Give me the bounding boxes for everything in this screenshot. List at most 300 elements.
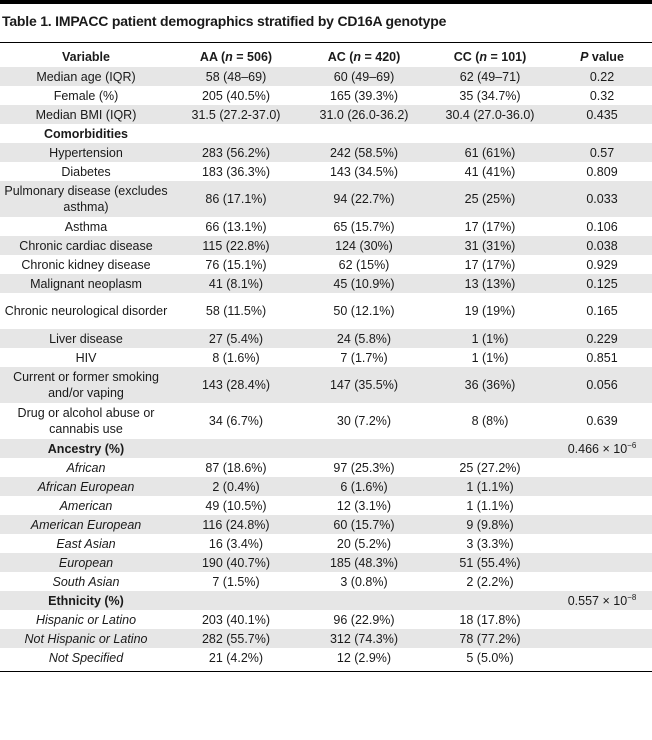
cell-aa <box>172 348 300 367</box>
cell-ac <box>300 572 428 591</box>
table-row <box>0 348 652 367</box>
cell-cc <box>428 648 552 667</box>
cell-ac <box>300 143 428 162</box>
cell-aa-text: 115 (22.8%) <box>202 238 270 253</box>
cell-p-value <box>552 572 652 591</box>
cell-aa <box>172 629 300 648</box>
table-row <box>0 255 652 274</box>
cell-aa-text: 16 (3.4%) <box>208 536 264 551</box>
cell-variable-text: Comorbidities <box>43 126 129 141</box>
cell-ac-text: 20 (5.2%) <box>336 536 392 551</box>
cell-ac-text: 24 (5.8%) <box>336 331 392 346</box>
cell-aa <box>172 458 300 477</box>
header-aa-post: = 506) <box>232 50 273 64</box>
table-bottom-rule <box>0 671 652 672</box>
cell-ac <box>300 348 428 367</box>
cell-cc <box>428 236 552 255</box>
cell-variable-text: Median BMI (IQR) <box>35 107 137 122</box>
cell-aa <box>172 236 300 255</box>
cell-ac-text: 147 (35.5%) <box>329 378 399 392</box>
table-caption: Table 1. IMPACC patient demographics stratified by CD16A genotype <box>2 13 447 29</box>
cell-p-value-text: 0.125 <box>586 276 618 291</box>
cell-cc-text: 31 (31%) <box>464 238 516 253</box>
cell-cc <box>428 458 552 477</box>
cell-cc <box>428 439 552 458</box>
cell-p-value <box>552 458 652 477</box>
cell-cc <box>428 143 552 162</box>
cell-ac <box>300 648 428 667</box>
cell-variable <box>0 458 172 477</box>
cell-p-value <box>552 477 652 496</box>
cell-ac <box>300 439 428 458</box>
cell-variable <box>0 67 172 86</box>
table-row <box>0 403 652 439</box>
cell-variable-text: Chronic kidney disease <box>21 257 151 272</box>
cell-variable <box>0 105 172 124</box>
cell-aa-text: 283 (56.2%) <box>201 145 271 160</box>
cell-aa-text: 34 (6.7%) <box>208 414 264 428</box>
cell-ac <box>300 458 428 477</box>
cell-p-value <box>552 648 652 667</box>
cell-p-value-text: 0.033 <box>586 192 618 206</box>
cell-aa <box>172 274 300 293</box>
cell-p-value-text: 0.639 <box>586 414 618 428</box>
cell-p-value <box>552 293 652 329</box>
cell-cc-text: 1 (1.1%) <box>466 479 514 494</box>
header-aa <box>172 47 300 67</box>
cell-aa-text: 21 (4.2%) <box>208 650 264 665</box>
p-exponent: −6 <box>627 440 637 450</box>
cell-variable <box>0 553 172 572</box>
cell-aa-text: 8 (1.6%) <box>212 350 260 365</box>
cell-cc-text: 8 (8%) <box>471 414 509 428</box>
cell-p-value <box>552 403 652 439</box>
header-cc-post: = 101) <box>487 50 527 64</box>
cell-variable-text: Hypertension <box>49 145 123 160</box>
cell-cc-text: 17 (17%) <box>464 257 516 272</box>
header-row <box>0 47 652 67</box>
table-row <box>0 329 652 348</box>
cell-variable-text: Asthma <box>64 219 108 234</box>
table-row <box>0 496 652 515</box>
cell-ac <box>300 181 428 217</box>
cell-cc-text: 25 (25%) <box>464 192 516 206</box>
table-row <box>0 367 652 403</box>
cell-cc-text: 1 (1%) <box>471 350 509 365</box>
header-cc <box>428 47 552 67</box>
cell-aa <box>172 403 300 439</box>
cell-p-value <box>552 329 652 348</box>
cell-variable-text: East Asian <box>56 536 116 551</box>
cell-ac-text: 45 (10.9%) <box>333 276 395 291</box>
cell-ac <box>300 86 428 105</box>
header-ac-post: = 420) <box>361 50 401 64</box>
cell-ac-text: 96 (22.9%) <box>333 612 395 627</box>
cell-p-value-text: 0.056 <box>586 378 618 392</box>
cell-variable-text: Pulmonary disease (excludes asthma) <box>4 184 168 214</box>
header-aa-n: n <box>225 50 233 64</box>
cell-aa <box>172 181 300 217</box>
cell-variable <box>0 348 172 367</box>
cell-p-value-text: 0.435 <box>586 107 618 122</box>
cell-aa <box>172 162 300 181</box>
cell-aa <box>172 367 300 403</box>
cell-cc-text: 78 (77.2%) <box>459 631 521 646</box>
cell-variable <box>0 124 172 143</box>
table-row <box>0 67 652 86</box>
cell-ac <box>300 124 428 143</box>
cell-cc-text: 1 (1.1%) <box>466 498 514 513</box>
cell-ac-text: 65 (15.7%) <box>333 219 395 234</box>
cell-aa-text: 2 (0.4%) <box>212 479 260 494</box>
cell-p-value-text: 0.57 <box>589 145 615 160</box>
cell-p-value-text: 0.32 <box>589 88 615 103</box>
cell-ac <box>300 217 428 236</box>
table-row <box>0 534 652 553</box>
p-exponent: −8 <box>627 592 637 602</box>
cell-variable <box>0 236 172 255</box>
cell-aa-text: 27 (5.4%) <box>208 331 264 346</box>
cell-aa <box>172 67 300 86</box>
cell-cc <box>428 293 552 329</box>
cell-variable <box>0 591 172 610</box>
cell-ac <box>300 105 428 124</box>
header-p-post: value <box>588 50 624 64</box>
cell-ac-text: 312 (74.3%) <box>329 631 399 646</box>
cell-p-value <box>552 274 652 293</box>
cell-p-value-text: 0.929 <box>586 257 618 272</box>
cell-cc-text: 18 (17.8%) <box>459 612 521 627</box>
cell-cc <box>428 591 552 610</box>
cell-ac <box>300 255 428 274</box>
cell-cc <box>428 255 552 274</box>
header-cc-n: n <box>479 50 488 64</box>
top-border-bar <box>0 0 652 4</box>
cell-cc-text: 41 (41%) <box>464 164 516 179</box>
cell-variable <box>0 610 172 629</box>
cell-variable-text: African European <box>37 479 135 494</box>
cell-cc <box>428 610 552 629</box>
cell-aa-text: 58 (11.5%) <box>205 304 267 318</box>
cell-variable <box>0 439 172 458</box>
table-row <box>0 572 652 591</box>
cell-aa <box>172 496 300 515</box>
cell-p-value-text: 0.851 <box>586 350 618 365</box>
cell-aa <box>172 143 300 162</box>
cell-cc-text: 36 (36%) <box>464 378 516 392</box>
cell-ac-text: 6 (1.6%) <box>340 479 388 494</box>
cell-variable-text: Drug or alcohol abuse or cannabis use <box>17 406 155 436</box>
cell-p-value <box>552 629 652 648</box>
cell-aa <box>172 648 300 667</box>
cell-cc <box>428 367 552 403</box>
cell-p-value-text: 0.165 <box>586 304 618 318</box>
cell-variable-text: European <box>58 555 114 570</box>
cell-ac-text: 60 (49–69) <box>333 69 395 84</box>
cell-p-value <box>552 236 652 255</box>
cell-cc-text: 1 (1%) <box>471 331 509 346</box>
cell-cc <box>428 105 552 124</box>
cell-cc-text: 62 (49–71) <box>459 69 521 84</box>
cell-cc <box>428 67 552 86</box>
cell-p-value-text: 0.466 × 10 <box>567 441 628 456</box>
cell-cc <box>428 403 552 439</box>
cell-p-value <box>552 553 652 572</box>
cell-variable <box>0 367 172 403</box>
cell-ac-text: 60 (15.7%) <box>333 517 395 532</box>
table-row <box>0 124 652 143</box>
cell-ac <box>300 403 428 439</box>
cell-variable-text: Liver disease <box>49 331 123 346</box>
cell-cc <box>428 534 552 553</box>
cell-cc <box>428 329 552 348</box>
cell-ac <box>300 67 428 86</box>
cell-aa-text: 86 (17.1%) <box>205 192 267 206</box>
cell-variable <box>0 255 172 274</box>
cell-ac-text: 94 (22.7%) <box>333 192 395 206</box>
cell-variable <box>0 477 172 496</box>
cell-aa <box>172 105 300 124</box>
demographics-table <box>0 47 652 667</box>
cell-aa <box>172 610 300 629</box>
cell-p-value <box>552 591 652 610</box>
cell-ac <box>300 591 428 610</box>
cell-aa <box>172 515 300 534</box>
cell-p-value <box>552 439 652 458</box>
cell-cc-text: 30.4 (27.0-36.0) <box>445 107 535 122</box>
cell-variable-text: South Asian <box>52 574 120 589</box>
cell-p-value-text: 0.809 <box>586 164 618 179</box>
cell-variable-text: Malignant neoplasm <box>30 276 142 291</box>
table-row <box>0 105 652 124</box>
cell-aa-text: 203 (40.1%) <box>201 612 271 627</box>
table-row <box>0 439 652 458</box>
cell-p-value <box>552 610 652 629</box>
cell-cc-text: 19 (19%) <box>464 304 516 318</box>
cell-variable-text: African <box>66 460 106 475</box>
cell-cc <box>428 553 552 572</box>
cell-cc <box>428 515 552 534</box>
cell-cc <box>428 86 552 105</box>
cell-aa-text: 205 (40.5%) <box>201 88 271 103</box>
cell-variable <box>0 496 172 515</box>
header-ac <box>300 47 428 67</box>
cell-ac-text: 30 (7.2%) <box>336 414 392 428</box>
cell-variable <box>0 515 172 534</box>
header-p: P <box>580 50 589 64</box>
cell-ac <box>300 610 428 629</box>
cell-p-value <box>552 124 652 143</box>
cell-aa-text: 116 (24.8%) <box>202 517 270 532</box>
header-ac-pre: AC ( <box>327 50 354 64</box>
cell-aa <box>172 217 300 236</box>
cell-aa-text: 282 (55.7%) <box>201 631 271 646</box>
cell-aa <box>172 477 300 496</box>
cell-p-value <box>552 496 652 515</box>
cell-variable <box>0 329 172 348</box>
cell-variable <box>0 293 172 329</box>
cell-p-value-text: 0.038 <box>586 238 618 253</box>
cell-ac-text: 97 (25.3%) <box>333 460 395 475</box>
cell-variable-text: Hispanic or Latino <box>35 612 137 627</box>
cell-variable-text: Chronic neurological disorder <box>4 304 168 318</box>
cell-ac-text: 12 (3.1%) <box>336 498 392 513</box>
cell-ac <box>300 629 428 648</box>
cell-variable <box>0 143 172 162</box>
table-row <box>0 86 652 105</box>
cell-aa <box>172 439 300 458</box>
cell-ac-text: 50 (12.1%) <box>333 304 395 318</box>
cell-cc-text: 17 (17%) <box>464 219 516 234</box>
table-row <box>0 181 652 217</box>
cell-variable-text: Current or former smoking and/or vaping <box>13 370 159 400</box>
cell-p-value <box>552 181 652 217</box>
cell-p-value <box>552 534 652 553</box>
cell-cc <box>428 274 552 293</box>
cell-cc <box>428 572 552 591</box>
cell-aa-text: 58 (48–69) <box>205 69 267 84</box>
cell-cc-text: 61 (61%) <box>464 145 516 160</box>
cell-ac-text: 62 (15%) <box>338 257 390 272</box>
cell-cc-text: 5 (5.0%) <box>466 650 514 665</box>
header-ac-n: n <box>353 50 362 64</box>
header-aa-pre: AA ( <box>199 50 226 64</box>
cell-cc-text: 13 (13%) <box>464 276 516 291</box>
cell-variable <box>0 86 172 105</box>
cell-variable-text: Chronic cardiac disease <box>19 238 153 253</box>
table-row <box>0 553 652 572</box>
cell-aa <box>172 329 300 348</box>
cell-ac <box>300 293 428 329</box>
cell-variable-text: HIV <box>75 350 97 365</box>
cell-aa-text: 183 (36.3%) <box>201 164 271 179</box>
cell-ac <box>300 534 428 553</box>
cell-aa <box>172 124 300 143</box>
cell-cc-text: 2 (2.2%) <box>466 574 514 589</box>
cell-variable-text: Ethnicity (%) <box>48 593 124 608</box>
cell-p-value <box>552 515 652 534</box>
cell-ac-text: 185 (48.3%) <box>329 555 399 570</box>
cell-p-value-text: 0.557 × 10 <box>567 593 628 608</box>
cell-variable <box>0 572 172 591</box>
cell-aa-text: 31.5 (27.2-37.0) <box>191 107 281 122</box>
cell-ac-text: 165 (39.3%) <box>329 88 399 103</box>
cell-aa-text: 87 (18.6%) <box>205 460 267 475</box>
cell-aa <box>172 86 300 105</box>
table-row <box>0 610 652 629</box>
cell-ac-text: 7 (1.7%) <box>340 350 388 365</box>
cell-variable <box>0 162 172 181</box>
cell-p-value-text: 0.22 <box>589 69 615 84</box>
cell-p-value <box>552 255 652 274</box>
cell-cc <box>428 496 552 515</box>
cell-ac <box>300 553 428 572</box>
table-top-rule <box>0 42 652 43</box>
cell-variable-text: Median age (IQR) <box>36 69 136 84</box>
cell-variable <box>0 181 172 217</box>
cell-p-value <box>552 162 652 181</box>
cell-cc <box>428 348 552 367</box>
cell-ac <box>300 274 428 293</box>
table-row <box>0 236 652 255</box>
table-row <box>0 591 652 610</box>
cell-cc <box>428 629 552 648</box>
cell-aa-text: 143 (28.4%) <box>201 378 271 392</box>
cell-aa <box>172 534 300 553</box>
cell-aa <box>172 591 300 610</box>
cell-variable <box>0 534 172 553</box>
header-p-value <box>552 47 652 67</box>
table-row <box>0 143 652 162</box>
table-row <box>0 477 652 496</box>
cell-p-value <box>552 367 652 403</box>
cell-ac-text: 12 (2.9%) <box>336 650 392 665</box>
cell-ac-text: 31.0 (26.0-36.2) <box>319 107 409 122</box>
cell-cc <box>428 181 552 217</box>
cell-variable-text: American European <box>30 517 142 532</box>
cell-aa-text: 49 (10.5%) <box>205 498 267 513</box>
cell-aa <box>172 553 300 572</box>
cell-variable <box>0 403 172 439</box>
cell-p-value-text: 0.106 <box>586 219 618 234</box>
cell-cc <box>428 477 552 496</box>
table-row <box>0 217 652 236</box>
cell-cc-text: 25 (27.2%) <box>459 460 521 475</box>
cell-ac <box>300 236 428 255</box>
cell-aa-text: 41 (8.1%) <box>208 276 264 291</box>
cell-variable <box>0 648 172 667</box>
cell-p-value <box>552 143 652 162</box>
cell-cc-text: 9 (9.8%) <box>466 517 514 532</box>
cell-variable <box>0 629 172 648</box>
cell-variable-text: Not Hispanic or Latino <box>24 631 148 646</box>
cell-ac-text: 3 (0.8%) <box>340 574 388 589</box>
header-variable: Variable <box>62 50 110 64</box>
cell-variable-text: Not Specified <box>48 650 124 665</box>
cell-ac <box>300 477 428 496</box>
cell-p-value <box>552 105 652 124</box>
cell-ac <box>300 329 428 348</box>
cell-ac-text: 143 (34.5%) <box>329 164 399 179</box>
cell-p-value <box>552 348 652 367</box>
table-row <box>0 629 652 648</box>
cell-ac <box>300 162 428 181</box>
cell-p-value <box>552 67 652 86</box>
cell-variable-text: Ancestry (%) <box>47 441 125 456</box>
header-cc-pre: CC ( <box>453 50 480 64</box>
cell-ac <box>300 496 428 515</box>
table-row <box>0 458 652 477</box>
cell-cc-text: 51 (55.4%) <box>459 555 521 570</box>
cell-ac-text: 124 (30%) <box>335 238 393 253</box>
cell-p-value <box>552 217 652 236</box>
table-row <box>0 515 652 534</box>
table-row <box>0 293 652 329</box>
cell-aa <box>172 293 300 329</box>
cell-cc-text: 35 (34.7%) <box>459 88 521 103</box>
cell-aa-text: 7 (1.5%) <box>212 574 260 589</box>
cell-p-value-text: 0.229 <box>586 331 618 346</box>
table-row <box>0 648 652 667</box>
cell-cc-text: 3 (3.3%) <box>466 536 514 551</box>
cell-cc <box>428 162 552 181</box>
cell-ac-text: 242 (58.5%) <box>329 145 399 160</box>
cell-cc <box>428 217 552 236</box>
table-row <box>0 162 652 181</box>
cell-ac <box>300 515 428 534</box>
cell-variable <box>0 274 172 293</box>
cell-aa-text: 76 (15.1%) <box>205 257 267 272</box>
